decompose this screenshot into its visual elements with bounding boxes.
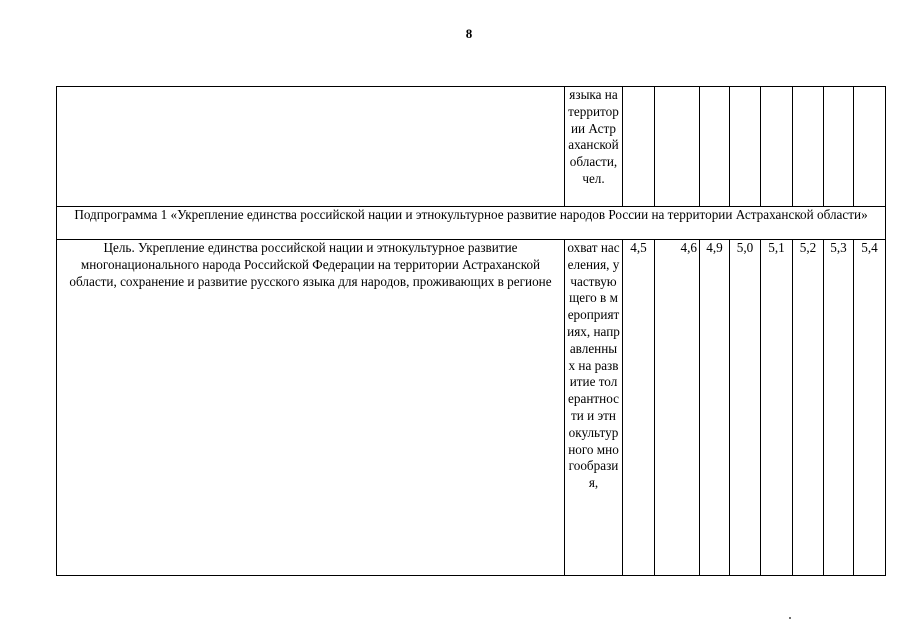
value-cell: 5,4	[854, 240, 886, 576]
value-cell	[793, 87, 824, 207]
subprogram-row	[57, 207, 886, 240]
value-cell: 5,3	[824, 240, 854, 576]
value-cell: 4,9	[700, 240, 730, 576]
value-cell	[655, 87, 700, 207]
indicator-cell: языка на территории Астраханской области, чел.	[565, 87, 623, 207]
value-cell	[730, 87, 761, 207]
subprogram-title: Подпрограмма 1 «Укрепление единства российской нации и этнокультурное развитие народов России на территории Астраханской области»	[57, 207, 886, 240]
value-cell	[824, 87, 854, 207]
value-cell: 4,6	[655, 240, 700, 576]
value-cell: 5,1	[761, 240, 793, 576]
value-cell	[854, 87, 886, 207]
indicator-table	[56, 86, 886, 576]
value-cell	[623, 87, 655, 207]
goal-cell: Цель. Укрепление единства российской нации и этнокультурное развитие многонационального народа Российской Федерации на территории Астраханской области, сохранение и развитие русского языка для народов, проживающих в регионе	[57, 240, 565, 576]
value-cell: 4,5	[623, 240, 655, 576]
value-cell: 5,0	[730, 240, 761, 576]
value-cell	[761, 87, 793, 207]
value-cell: 5,2	[793, 240, 824, 576]
table-row	[57, 87, 886, 207]
value-cell	[700, 87, 730, 207]
page-number: 8	[465, 26, 473, 41]
empty-goal-cell	[57, 87, 565, 207]
scan-artifact	[789, 617, 791, 619]
indicator-cell: охват населения, участвующего в мероприятиях, направленных на развитие толерантности и этнокультурного многообразия,	[565, 240, 623, 576]
table-row	[57, 240, 886, 576]
